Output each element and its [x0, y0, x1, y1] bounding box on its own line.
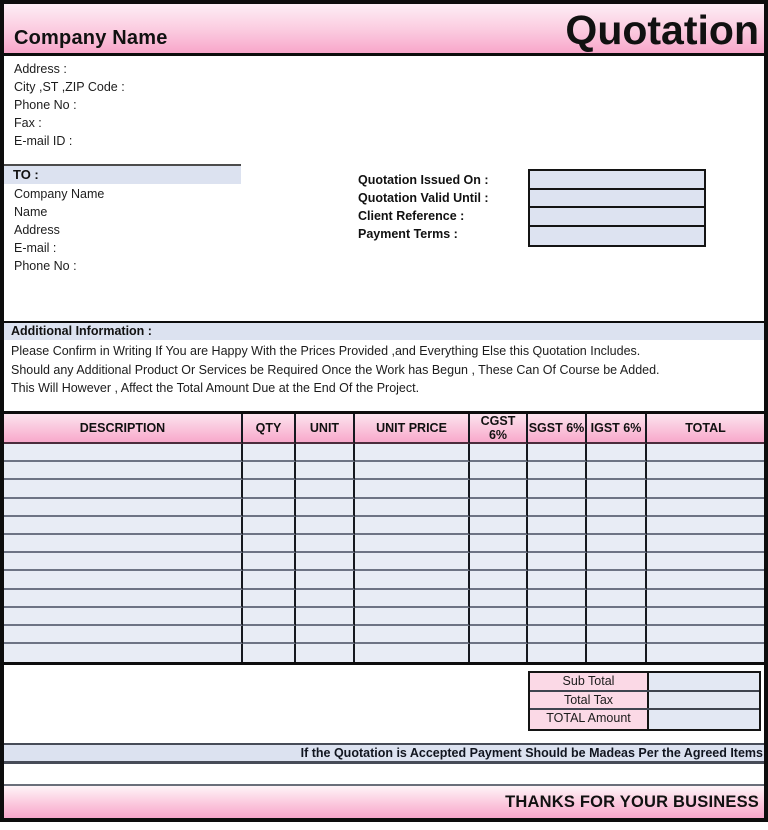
item-row	[4, 571, 764, 589]
item-cell-qty[interactable]	[243, 480, 296, 498]
item-row	[4, 626, 764, 644]
item-cell-sgst[interactable]	[528, 626, 587, 644]
item-cell-total[interactable]	[647, 444, 764, 462]
item-row	[4, 480, 764, 498]
company-info-line: Phone No :	[14, 98, 77, 112]
items-table-header-row	[4, 414, 764, 444]
quote-meta-value-cell[interactable]	[530, 227, 704, 246]
company-info-line: Fax :	[14, 116, 42, 130]
item-cell-sgst[interactable]	[528, 444, 587, 462]
totals-label: Sub Total	[530, 673, 649, 690]
page-title: Quotation	[565, 7, 759, 53]
item-cell-unit[interactable]	[296, 480, 355, 498]
item-cell-total[interactable]	[647, 480, 764, 498]
item-cell-cgst[interactable]	[470, 571, 528, 589]
item-cell-igst[interactable]	[587, 499, 647, 517]
item-cell-cgst[interactable]	[470, 590, 528, 608]
item-cell-unit[interactable]	[296, 644, 355, 662]
item-cell-igst[interactable]	[587, 644, 647, 662]
totals-row	[530, 692, 759, 711]
item-cell-unit-price[interactable]	[355, 480, 470, 498]
item-cell-cgst[interactable]	[470, 444, 528, 462]
quote-meta-value-cell[interactable]	[530, 190, 704, 209]
item-cell-total[interactable]	[647, 553, 764, 571]
item-cell-qty[interactable]	[243, 462, 296, 480]
item-row	[4, 608, 764, 626]
company-info-line: Address :	[14, 62, 67, 76]
recipient-line: Company Name	[14, 187, 105, 201]
item-cell-sgst[interactable]	[528, 644, 587, 662]
item-cell-sgst[interactable]	[528, 571, 587, 589]
quote-meta-label: Payment Terms :	[358, 227, 458, 241]
totals-label: Total Tax	[530, 692, 649, 709]
recipient-heading: TO :	[4, 164, 241, 184]
column-header: IGST 6%	[587, 414, 647, 444]
quote-meta-value-cell[interactable]	[530, 171, 704, 190]
item-row	[4, 499, 764, 517]
item-cell-unit[interactable]	[296, 571, 355, 589]
item-cell-qty[interactable]	[243, 571, 296, 589]
item-cell-cgst[interactable]	[470, 480, 528, 498]
additional-info-line: Please Confirm in Writing If You are Happy With the Prices Provided ,and Everything Else this Quotation Includes.	[11, 344, 641, 358]
item-row	[4, 590, 764, 608]
item-cell-description[interactable]	[4, 499, 243, 517]
item-cell-total[interactable]	[647, 608, 764, 626]
item-cell-qty[interactable]	[243, 535, 296, 553]
item-cell-sgst[interactable]	[528, 499, 587, 517]
item-cell-igst[interactable]	[587, 480, 647, 498]
item-cell-total[interactable]	[647, 462, 764, 480]
quote-meta-label: Quotation Valid Until :	[358, 191, 489, 205]
recipient-line: E-mail :	[14, 241, 57, 255]
quote-meta-box	[528, 169, 706, 247]
item-cell-unit[interactable]	[296, 462, 355, 480]
item-cell-qty[interactable]	[243, 499, 296, 517]
thanks-message: THANKS FOR YOUR BUSINESS	[505, 792, 759, 811]
item-cell-qty[interactable]	[243, 590, 296, 608]
item-cell-total[interactable]	[647, 535, 764, 553]
thanks-band	[4, 784, 764, 818]
recipient-block	[14, 185, 104, 275]
item-cell-igst[interactable]	[587, 553, 647, 571]
item-cell-total[interactable]	[647, 571, 764, 589]
item-cell-unit[interactable]	[296, 535, 355, 553]
item-cell-description[interactable]	[4, 590, 243, 608]
recipient-line: Phone No :	[14, 259, 77, 273]
column-header: SGST 6%	[528, 414, 587, 444]
column-header: DESCRIPTION	[4, 414, 243, 444]
totals-box	[528, 671, 761, 731]
item-cell-sgst[interactable]	[528, 535, 587, 553]
item-cell-cgst[interactable]	[470, 462, 528, 480]
item-cell-sgst[interactable]	[528, 480, 587, 498]
item-cell-igst[interactable]	[587, 462, 647, 480]
item-cell-igst[interactable]	[587, 517, 647, 535]
item-cell-cgst[interactable]	[470, 608, 528, 626]
item-cell-description[interactable]	[4, 444, 243, 462]
item-cell-qty[interactable]	[243, 517, 296, 535]
item-cell-total[interactable]	[647, 517, 764, 535]
item-cell-unit[interactable]	[296, 626, 355, 644]
totals-value-cell[interactable]	[649, 710, 759, 729]
company-info-block	[14, 60, 125, 150]
item-cell-unit-price[interactable]	[355, 462, 470, 480]
item-cell-description[interactable]	[4, 553, 243, 571]
item-cell-sgst[interactable]	[528, 608, 587, 626]
company-info-line: City ,ST ,ZIP Code :	[14, 80, 125, 94]
item-cell-unit-price[interactable]	[355, 553, 470, 571]
item-cell-total[interactable]	[647, 626, 764, 644]
company-name: Company Name	[14, 27, 168, 49]
item-cell-unit[interactable]	[296, 517, 355, 535]
item-cell-unit[interactable]	[296, 608, 355, 626]
item-cell-qty[interactable]	[243, 644, 296, 662]
item-cell-unit-price[interactable]	[355, 626, 470, 644]
item-cell-total[interactable]	[647, 590, 764, 608]
column-header: UNIT	[296, 414, 355, 444]
item-cell-description[interactable]	[4, 626, 243, 644]
additional-info-line: Should any Additional Product Or Services be Required Once the Work has Begun , These Can Of Course be Added.	[11, 362, 660, 377]
item-cell-cgst[interactable]	[470, 499, 528, 517]
item-row	[4, 462, 764, 480]
recipient-line: Address	[14, 223, 60, 237]
item-cell-unit-price[interactable]	[355, 517, 470, 535]
additional-info-heading: Additional Information :	[4, 321, 764, 340]
item-cell-unit[interactable]	[296, 590, 355, 608]
item-cell-unit-price[interactable]	[355, 444, 470, 462]
item-cell-description[interactable]	[4, 571, 243, 589]
column-header: TOTAL	[647, 414, 764, 444]
column-header: QTY	[243, 414, 296, 444]
item-cell-total[interactable]	[647, 644, 764, 662]
item-cell-unit-price[interactable]	[355, 590, 470, 608]
item-row	[4, 517, 764, 535]
item-row	[4, 553, 764, 571]
item-row	[4, 535, 764, 553]
item-cell-unit-price[interactable]	[355, 571, 470, 589]
item-cell-igst[interactable]	[587, 626, 647, 644]
quote-meta-labels	[358, 171, 489, 243]
item-cell-description[interactable]	[4, 462, 243, 480]
item-cell-igst[interactable]	[587, 590, 647, 608]
item-cell-qty[interactable]	[243, 608, 296, 626]
totals-row	[530, 673, 759, 692]
item-cell-description[interactable]	[4, 535, 243, 553]
company-info-line: E-mail ID :	[14, 134, 73, 148]
totals-value-cell[interactable]	[649, 692, 759, 709]
item-cell-description[interactable]	[4, 517, 243, 535]
item-cell-igst[interactable]	[587, 608, 647, 626]
item-cell-cgst[interactable]	[470, 553, 528, 571]
item-cell-cgst[interactable]	[470, 626, 528, 644]
items-table-body	[4, 444, 764, 662]
item-cell-igst[interactable]	[587, 571, 647, 589]
column-header: CGST 6%	[470, 414, 528, 444]
item-cell-unit[interactable]	[296, 499, 355, 517]
item-row	[4, 444, 764, 462]
item-cell-cgst[interactable]	[470, 517, 528, 535]
item-cell-unit[interactable]	[296, 444, 355, 462]
item-cell-description[interactable]	[4, 608, 243, 626]
item-cell-total[interactable]	[647, 499, 764, 517]
totals-row	[530, 710, 759, 729]
item-cell-igst[interactable]	[587, 535, 647, 553]
totals-value-cell[interactable]	[649, 673, 759, 690]
items-table	[4, 411, 764, 665]
item-row	[4, 644, 764, 662]
additional-info-paragraph	[11, 342, 660, 398]
item-cell-sgst[interactable]	[528, 517, 587, 535]
quote-meta-value-cell[interactable]	[530, 208, 704, 227]
item-cell-sgst[interactable]	[528, 590, 587, 608]
item-cell-unit-price[interactable]	[355, 644, 470, 662]
item-cell-cgst[interactable]	[470, 644, 528, 662]
totals-label: TOTAL Amount	[530, 710, 649, 729]
item-cell-unit-price[interactable]	[355, 499, 470, 517]
header-band	[4, 4, 764, 56]
column-header: UNIT PRICE	[355, 414, 470, 444]
item-cell-description[interactable]	[4, 644, 243, 662]
item-cell-unit-price[interactable]	[355, 535, 470, 553]
item-cell-qty[interactable]	[243, 444, 296, 462]
item-cell-unit[interactable]	[296, 553, 355, 571]
item-cell-igst[interactable]	[587, 444, 647, 462]
quote-meta-label: Client Reference :	[358, 209, 465, 223]
item-cell-unit-price[interactable]	[355, 608, 470, 626]
quote-meta-label: Quotation Issued On :	[358, 173, 489, 187]
recipient-line: Name	[14, 205, 48, 219]
item-cell-cgst[interactable]	[470, 535, 528, 553]
item-cell-qty[interactable]	[243, 553, 296, 571]
item-cell-sgst[interactable]	[528, 553, 587, 571]
item-cell-sgst[interactable]	[528, 462, 587, 480]
additional-info-line: This Will However , Affect the Total Amount Due at the End Of the Project.	[11, 381, 420, 395]
payment-note: If the Quotation is Accepted Payment Should be Madeas Per the Agreed Items	[4, 743, 764, 764]
item-cell-description[interactable]	[4, 480, 243, 498]
item-cell-qty[interactable]	[243, 626, 296, 644]
